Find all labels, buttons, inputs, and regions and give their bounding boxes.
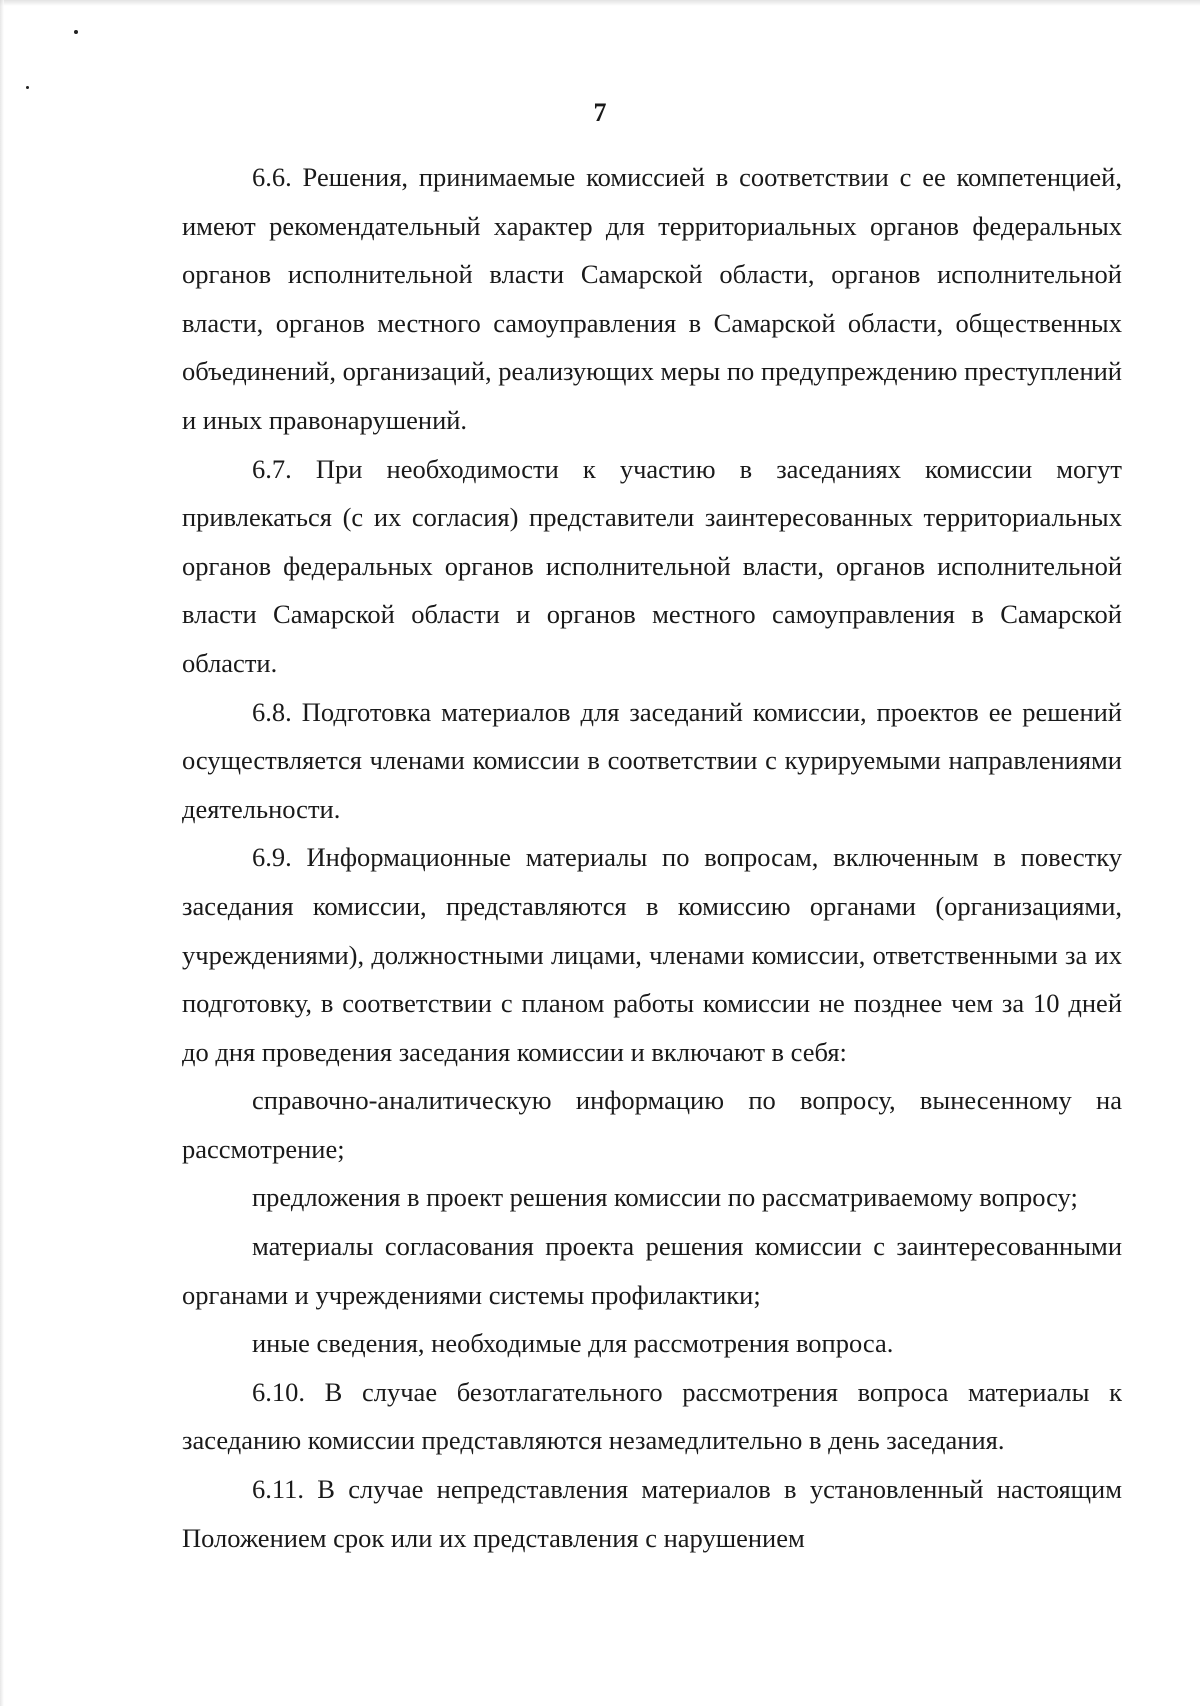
paragraph-6-9: 6.9. Информационные материалы по вопросам, включенным в повестку заседания комиссии, представляются в комиссию органами (организациями, учреждениями), должностными лицами, членами комиссии, ответственными за их подготовку, в соответствии с планом работы комиссии не позднее чем за 10 дней до дня проведения заседания комиссии и включают в себя: — [182, 842, 1122, 1067]
list-item-reference-info: справочно-аналитическую информацию по вопросу, вынесенному на рассмотрение; — [182, 1085, 1122, 1164]
scan-speck — [74, 30, 78, 34]
document-body — [182, 153, 1122, 1562]
scan-speck — [26, 86, 29, 89]
scan-edge-top — [0, 0, 1200, 6]
list-item-other-info: иные сведения, необходимые для рассмотрения вопроса. — [252, 1328, 894, 1359]
paragraph-6-7: 6.7. При необходимости к участию в заседаниях комиссии могут привлекаться (с их согласия) представители заинтересованных территориальных органов федеральных органов исполнительной власти, органов исполнительной власти Самарской области и органов местного самоуправления в Самарской области. — [182, 453, 1122, 678]
paragraph-6-8: 6.8. Подготовка материалов для заседаний комиссии, проектов ее решений осуществляется членами комиссии в соответствии с курируемыми направлениями деятельности. — [182, 696, 1122, 824]
scan-edge-left — [0, 0, 4, 1706]
page-number: 7 — [593, 98, 607, 127]
paragraph-6-11: 6.11. В случае непредставления материалов в установленный настоящим Положением срок или их представления с нарушением — [182, 1474, 1122, 1553]
paragraph-6-10: 6.10. В случае безотлагательного рассмотрения вопроса материалы к заседанию комиссии представляются незамедлительно в день заседания. — [182, 1376, 1122, 1456]
paragraph-6-6: 6.6. Решения, принимаемые комиссией в соответствии с ее компетенцией, имеют рекомендательный характер для территориальных органов федеральных органов исполнительной власти Самарской области, органов исполнительной власти, органов местного самоуправления в Самарской области, общественных объединений, организаций, реализующих меры по предупреждению преступлений и иных правонарушений. — [182, 162, 1122, 435]
list-item-approval-materials: материалы согласования проекта решения комиссии с заинтересованными органами и учреждениями системы профилактики; — [182, 1231, 1122, 1310]
list-item-proposals: предложения в проект решения комиссии по рассматриваемому вопросу; — [252, 1182, 1078, 1213]
